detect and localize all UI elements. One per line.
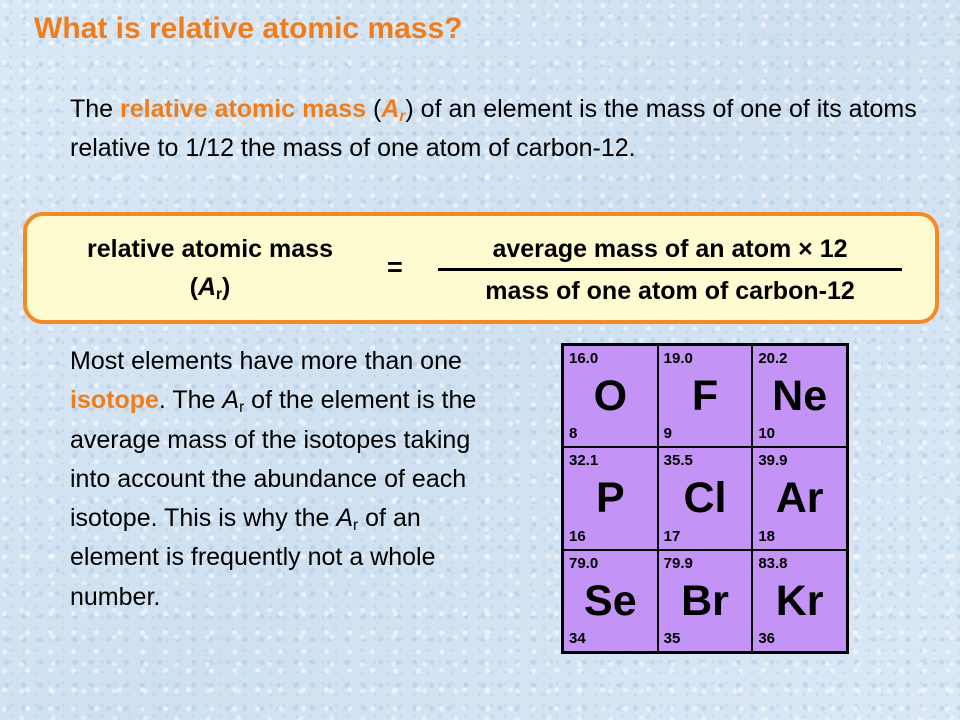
element-mass: 20.2 <box>758 350 788 367</box>
symbol-a: A <box>197 273 216 301</box>
element-number: 18 <box>758 527 776 545</box>
paren-open: ( <box>189 273 198 301</box>
element-number: 36 <box>758 630 776 647</box>
element-symbol: Br <box>681 576 729 625</box>
element-symbol: Cl <box>683 474 727 523</box>
formula-lhs-symbol <box>51 268 369 306</box>
key-term-isotope: isotope <box>70 386 159 415</box>
element-cell-o <box>563 345 658 447</box>
element-mass: 39.9 <box>758 452 788 470</box>
key-term-relative-atomic-mass: relative atomic mass <box>120 95 367 123</box>
symbol-a: A <box>381 95 400 123</box>
symbol-ar <box>381 95 405 123</box>
symbol-subscript: r <box>239 399 245 417</box>
element-cell-ne <box>752 345 847 447</box>
element-number: 35 <box>663 630 681 647</box>
element-symbol: O <box>593 372 628 420</box>
symbol-a: A <box>336 504 354 533</box>
element-mass: 35.5 <box>663 452 693 470</box>
element-mass: 83.8 <box>758 554 788 572</box>
element-mass: 32.1 <box>569 452 599 470</box>
formula-box <box>23 212 939 324</box>
element-number: 9 <box>663 425 672 443</box>
symbol-a: A <box>222 386 240 415</box>
formula-fraction <box>432 232 908 308</box>
para2-text-3: of the element is the average mass of the isotopes taking into account the abundance of each isotope. This is why the <box>70 386 477 533</box>
slide-title: What is relative atomic mass? <box>34 12 463 45</box>
element-cell-br <box>658 550 753 652</box>
equals-sign: = <box>387 252 403 282</box>
element-symbol: Ne <box>772 372 828 420</box>
fraction-bar <box>438 268 902 271</box>
para2-text-2: . The <box>158 386 223 415</box>
element-number: 34 <box>569 630 586 647</box>
element-mass: 79.0 <box>569 554 599 572</box>
definition-paragraph <box>70 90 930 168</box>
formula-numerator: average mass of an atom × 12 <box>492 235 848 263</box>
element-cell-se <box>563 550 658 652</box>
intro-text-1: The <box>70 95 121 123</box>
intro-text-3: ) of an element is the mass of one of its atoms relative to 1/12 the mass of one atom of carbon-12. <box>70 95 917 162</box>
element-mass: 79.9 <box>663 554 693 572</box>
element-cell-ar <box>752 447 847 549</box>
symbol-subscript: r <box>353 517 359 535</box>
element-symbol: P <box>595 474 625 523</box>
isotope-paragraph <box>70 342 510 617</box>
formula-denominator: mass of one atom of carbon-12 <box>485 277 855 305</box>
element-number: 8 <box>569 425 578 443</box>
periodic-table-excerpt <box>561 343 849 654</box>
para2-text-4: of an element is frequently not a whole number. <box>70 504 436 611</box>
intro-text-2: ( <box>366 95 382 123</box>
formula-lhs <box>51 230 369 306</box>
element-number: 10 <box>758 425 776 443</box>
formula-lhs-label: relative atomic mass <box>87 235 333 263</box>
para2-text-1: Most elements have more than one <box>70 347 462 375</box>
element-symbol: Kr <box>775 576 824 625</box>
element-cell-f <box>658 345 753 447</box>
element-cell-p <box>563 447 658 549</box>
paren-close: ) <box>222 273 231 301</box>
element-cell-cl <box>658 447 753 549</box>
symbol-subscript: r <box>399 107 406 125</box>
element-mass: 19.0 <box>663 350 693 367</box>
element-symbol: F <box>691 372 719 420</box>
element-symbol: Ar <box>775 474 824 523</box>
element-number: 17 <box>663 527 681 545</box>
element-mass: 16.0 <box>569 350 599 367</box>
element-number: 16 <box>569 527 586 545</box>
element-symbol: Se <box>584 576 637 625</box>
symbol-subscript: r <box>216 285 223 303</box>
element-cell-kr <box>752 550 847 652</box>
